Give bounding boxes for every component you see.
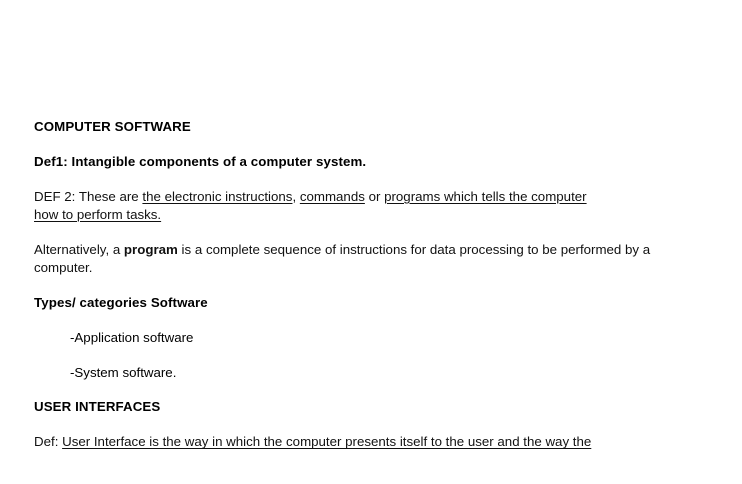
ui-def-prefix: Def: bbox=[34, 434, 63, 450]
definition-2-paragraph bbox=[34, 188, 654, 224]
list-item: -System software. bbox=[70, 364, 177, 380]
alternatively-before: Alternatively, a bbox=[34, 241, 124, 257]
alternatively-paragraph bbox=[34, 241, 654, 277]
def2-separator-2: or bbox=[364, 188, 385, 204]
list-item: -Application software bbox=[70, 329, 194, 345]
def2-underline-3: programs which tells the computer bbox=[384, 188, 587, 204]
def2-underline-1: the electronic instructions bbox=[142, 188, 293, 204]
def2-underline-4: how to perform tasks. bbox=[34, 206, 162, 222]
user-interfaces-heading: USER INTERFACES bbox=[34, 399, 161, 415]
def2-underline-2: commands bbox=[299, 188, 365, 204]
alternatively-bold-term: program bbox=[123, 241, 178, 257]
def2-separator-1: , bbox=[292, 188, 300, 204]
user-interface-definition-paragraph bbox=[34, 433, 654, 451]
ui-def-underline-1: User Interface is the way in which the computer presents itself to the user and the way the bbox=[62, 434, 592, 450]
definition-1-heading: Def1: Intangible components of a computer system. bbox=[34, 153, 367, 169]
page-title: COMPUTER SOFTWARE bbox=[34, 119, 191, 134]
def2-prefix: DEF 2: These are bbox=[34, 188, 143, 204]
alternatively-after: is a complete sequence of instructions for data processing to be performed by a computer. bbox=[34, 241, 651, 275]
document-body bbox=[34, 118, 654, 468]
types-categories-heading: Types/ categories Software bbox=[34, 294, 208, 310]
